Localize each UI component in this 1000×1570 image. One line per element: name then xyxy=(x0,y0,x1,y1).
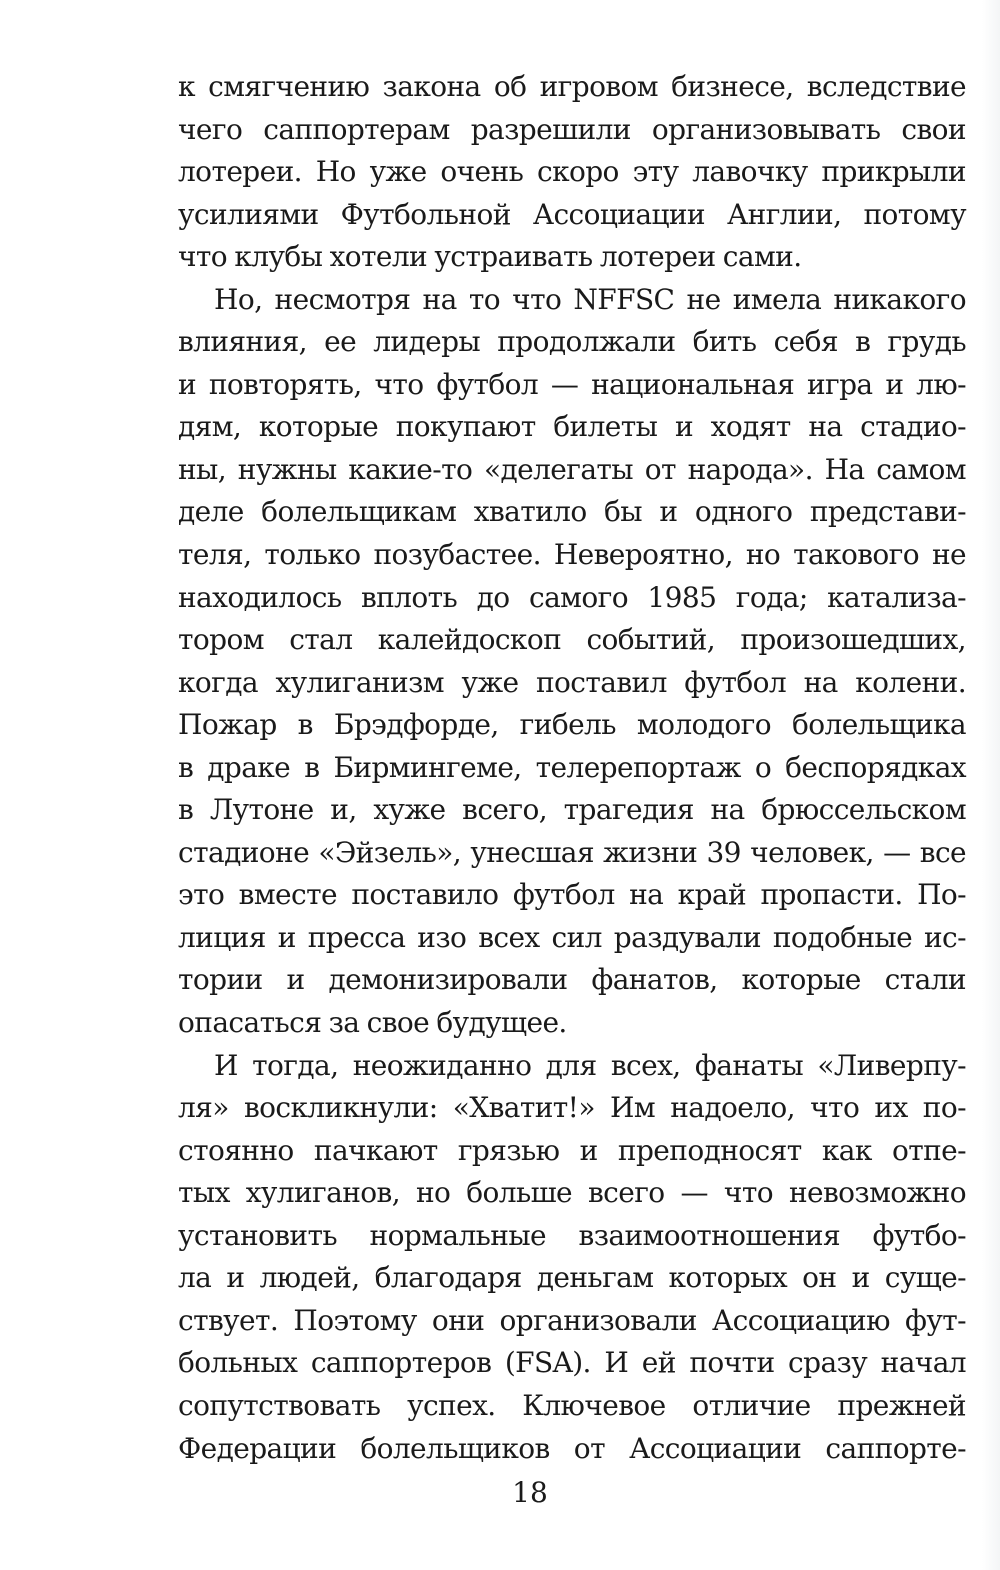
text-line: установить нормальные взаимоотношения футбо- xyxy=(178,1218,966,1252)
text-line: деле болельщикам хватило бы и одного представи- xyxy=(178,495,966,529)
text-line: в Лутоне и, хуже всего, трагедия на брюссельском xyxy=(178,793,966,827)
text-line: тых хулиганов, но больше всего — что невозможно xyxy=(178,1176,966,1210)
text-line: когда хулиганизм уже поставил футбол на колени. xyxy=(178,665,966,699)
text-line: влияния, ее лидеры продолжали бить себя в грудь xyxy=(178,325,966,359)
text-line: сопутствовать успех. Ключевое отличие прежней xyxy=(178,1388,966,1422)
text-line: Но, несмотря на то что NFFSC не имела никакого xyxy=(214,282,966,316)
text-line: стоянно пачкают грязью и преподносят как отпе- xyxy=(178,1133,966,1167)
text-line: теля, только позубастее. Невероятно, но такового не xyxy=(178,538,966,572)
text-line: И тогда, неожиданно для всех, фанаты «Ливерпу- xyxy=(214,1048,966,1082)
text-line: лотереи. Но уже очень скоро эту лавочку прикрыли xyxy=(178,155,966,189)
text-line: и повторять, что футбол — национальная игра и лю- xyxy=(178,367,966,401)
text-line: ля» воскликнули: «Хватит!» Им надоело, что их по- xyxy=(178,1091,966,1125)
page-edge-shadow xyxy=(982,0,1000,1570)
text-line: дям, которые покупают билеты и ходят на стадио- xyxy=(178,410,966,444)
text-line: чего саппортерам разрешили организовывать свои xyxy=(178,112,966,146)
paragraph-2 xyxy=(178,279,966,1045)
text-line: это вместе поставило футбол на край пропасти. По- xyxy=(178,878,966,912)
text-line: в драке в Бирмингеме, телерепортаж о беспорядках xyxy=(178,750,966,784)
text-line: лиция и пресса изо всех сил раздували подобные ис- xyxy=(178,920,966,954)
text-line: ны, нужны какие-то «делегаты от народа». На самом xyxy=(178,452,966,486)
text-line: стадионе «Эйзель», унесшая жизни 39 человек, — все xyxy=(178,835,966,869)
text-line: к смягчению закона об игровом бизнесе, вследствие xyxy=(178,70,966,103)
text-line: Федерации болельщиков от Ассоциации саппорте- xyxy=(178,1431,966,1465)
text-line: тором стал калейдоскоп событий, произошедших, xyxy=(178,623,966,657)
text-line: усилиями Футбольной Ассоциации Англии, потому xyxy=(178,197,966,231)
text-line: что клубы хотели устраивать лотереи сами. xyxy=(178,240,802,274)
page-number: 18 xyxy=(512,1476,548,1509)
text-line: ла и людей, благодаря деньгам которых он и суще- xyxy=(178,1261,966,1295)
paragraph-3 xyxy=(178,1045,966,1470)
body-text xyxy=(178,66,966,1470)
paragraph-1 xyxy=(178,66,966,279)
text-line: опасаться за свое будущее. xyxy=(178,1006,567,1040)
text-line: ствует. Поэтому они организовали Ассоциацию фут- xyxy=(178,1303,966,1337)
text-line: находилось вплоть до самого 1985 года; катализа- xyxy=(178,580,966,614)
text-line: больных саппортеров (FSA). И ей почти сразу начал xyxy=(178,1346,966,1380)
text-line: тории и демонизировали фанатов, которые стали xyxy=(178,963,966,997)
text-line: Пожар в Брэдфорде, гибель молодого болельщика xyxy=(178,708,966,742)
